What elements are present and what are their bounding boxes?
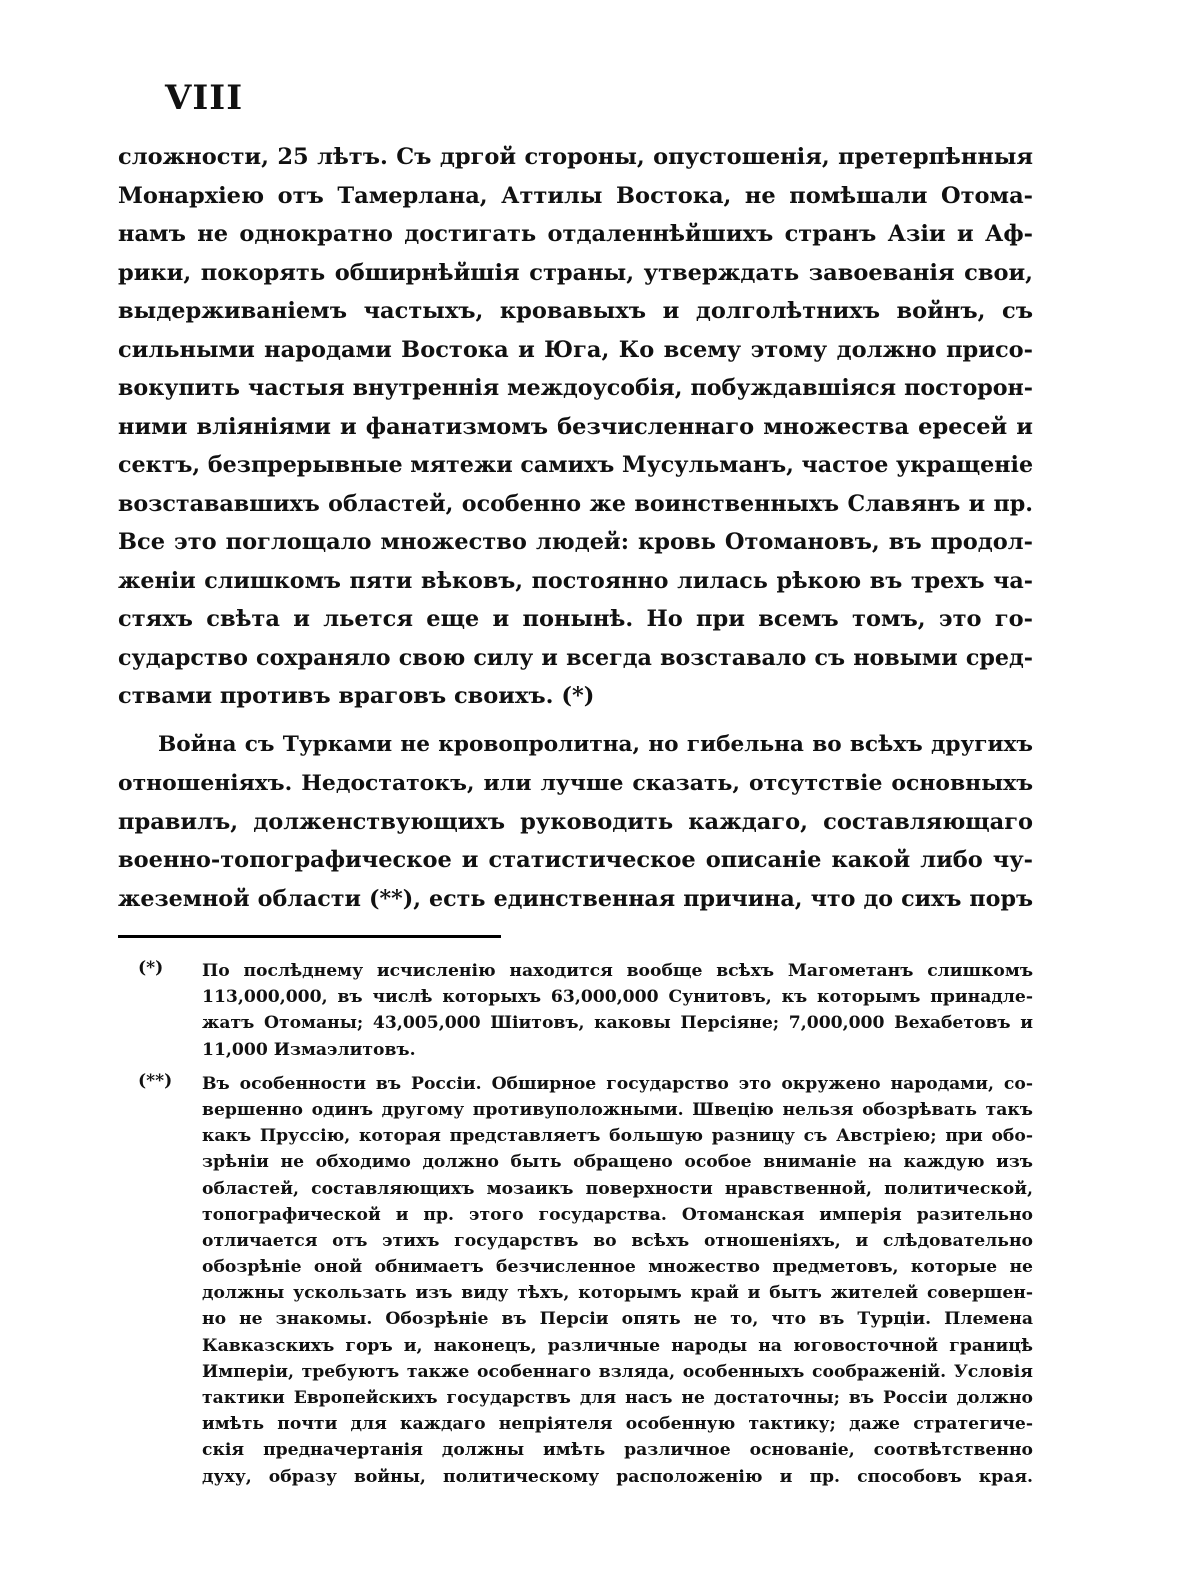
text-line: стяхъ свѣта и льется еще и понынѣ. Но при всемъ томъ, это го- [118,606,1033,632]
text-line: ними вліяніями и фанатизмомъ безчисленнаго множества ересей и [118,413,1033,440]
footnote-marker: (**) [138,1070,173,1091]
text-line: выдерживаніемъ частыхъ, кровавыхъ и долголѣтнихъ войнъ, съ [118,298,1033,324]
footnote-line: топографической и пр. этого государства. Отоманская имперія разительно [202,1204,1033,1225]
paragraph-1 [118,138,1033,716]
footnote-marker: (*) [138,958,164,978]
footnote-line: Имперіи, требуютъ также особеннаго взляда, особенныхъ соображеній. Условія [202,1361,1033,1382]
text-line: Монархіею отъ Тамерлана, Аттилы Востока, не помѣшали Отома- [118,182,1033,209]
text-line: жеземной области (**), есть единственная причина, что до сихъ поръ [118,885,1033,912]
footnote-line: Кавказскихъ горъ и, наконецъ, различные народы на юговосточной границѣ [202,1335,1033,1356]
footnote-line: По послѣднему исчисленію находится вообще всѣхъ Магометанъ слишкомъ [202,961,1033,981]
footnote-line: тактики Европейскихъ государствъ для насъ не достаточны; въ Россіи должно [202,1388,1033,1408]
text-line: вокупить частыя внутреннія междоусобія, побуждавшіяся посторон- [118,375,1033,401]
footnote-line: жатъ Отоманы; 43,005,000 Шіитовъ, каковы Персіяне; 7,000,000 Вехабетовъ и [202,1013,1033,1034]
main-text [118,138,1033,918]
text-line: рики, покорять обширнѣйшія страны, утверждать завоеванія свои, [118,259,1033,286]
text-line: сложности, 25 лѣтъ. Съ дргой стороны, опустошенія, претерпѣнныя [118,144,1033,170]
footnote-line: 11,000 Измаэлитовъ. [202,1039,416,1060]
text-line: сектъ, безпрерывные мятежи самихъ Мусульманъ, частое укращеніе [118,452,1034,478]
footnote-line: зрѣніи не обходимо должно быть обращено особое вниманіе на каждую изъ [202,1152,1033,1173]
footnote-divider [118,935,501,938]
footnote-line: Въ особенности въ Россіи. Обширное государство это окружено народами, со- [202,1073,1033,1094]
footnote-line: должны ускользать изъ виду тѣхъ, которымъ край и бытъ жителей совершен- [202,1283,1033,1304]
footnote-line: обозрѣніе оной обнимаетъ безчисленное множество предметовъ, которые не [202,1257,1033,1278]
text-line: возстававшихъ областей, особенно же воинственныхъ Славянъ и пр. [118,490,1033,517]
footnote-line: но не знакомы. Обозрѣніе въ Персіи опять не то, что въ Турціи. Племена [202,1309,1033,1330]
text-line: сударство сохраняло свою силу и всегда возставало съ новыми сред- [118,644,1033,671]
text-line: правилъ, долженствующихъ руководить каждаго, составляющаго [118,808,1033,835]
text-line: Война съ Турками не кровопролитна, но гибельна во всѣхъ другихъ [158,731,1033,757]
footnotes [138,958,1033,1490]
footnote-line: имѣть почти для каждаго непріятеля особенную тактику; даже стратегиче- [202,1414,1033,1435]
text-line: сильными народами Востока и Юга, Ко всему этому должно присо- [118,336,1033,363]
text-line: военно-топографическое и статистическое описаніе какой либо чу- [118,847,1033,873]
text-line: намъ не однократно достигать отдаленнѣйшихъ странъ Азіи и Аф- [118,221,1033,247]
footnote-2 [138,1071,1033,1490]
footnote-line: скія предначертанія должны имѣть различное основаніе, соотвѣтственно [202,1440,1033,1461]
footnote-line: областей, составляющихъ мозаикъ поверхности нравственной, политической, [202,1178,1033,1199]
footnote-line: 113,000,000, въ числѣ которыхъ 63,000,000 Сунитовъ, къ которымъ принадле- [202,987,1033,1008]
text-line: женіи слишкомъ пяти вѣковъ, постоянно лилась рѣкою въ трехъ ча- [118,567,1033,594]
text-line: отношеніяхъ. Недостатокъ, или лучше сказать, отсутствіе основныхъ [118,770,1033,796]
text-line: Все это поглощало множество людей: кровь Отомановъ, въ продол- [118,529,1033,555]
footnote-1 [138,958,1033,1063]
footnote-line: духу, образу войны, политическому расположенію и пр. способовъ края. [202,1466,1033,1487]
footnote-line: какъ Пруссію, которая представляетъ большую разницу съ Австріею; при обо- [202,1126,1033,1147]
paragraph-2 [118,726,1033,919]
page-number: VIII [165,78,244,118]
footnote-line: вершенно одинъ другому противуположными. Швецію нельзя обозрѣвать такъ [202,1099,1033,1120]
text-line: ствами противъ враговъ своихъ. (*) [118,683,595,709]
footnote-line: отличается отъ этихъ государствъ во всѣхъ отношеніяхъ, и слѣдовательно [202,1230,1033,1251]
